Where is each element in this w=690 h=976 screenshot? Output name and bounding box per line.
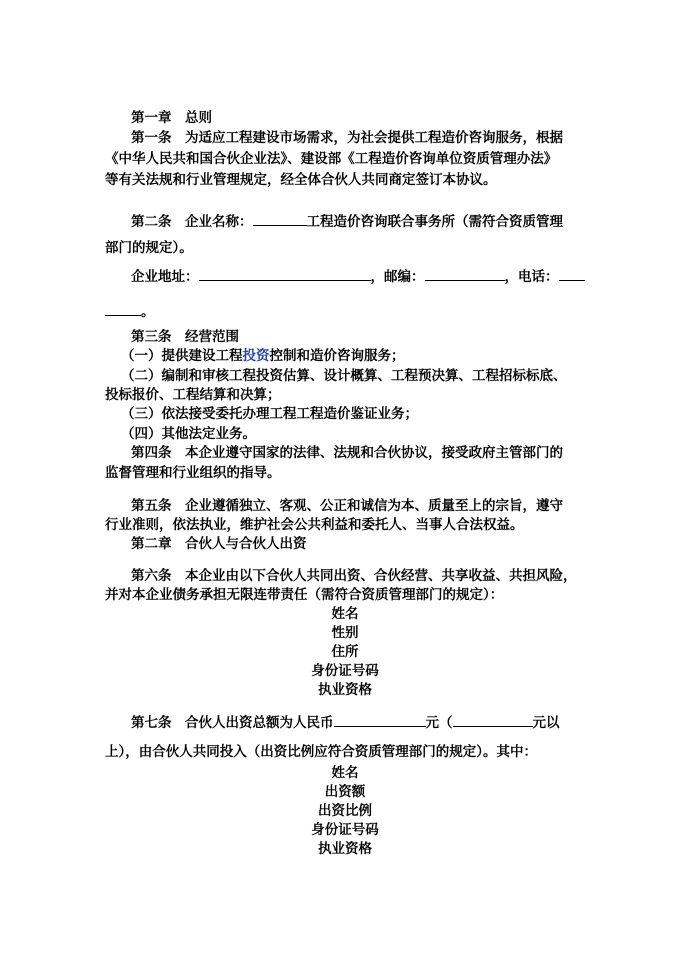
article4-line1: 第四条 本企业遵守国家的法律、法规和合伙协议，接受政府主管部门的 (131, 445, 563, 461)
partner-field-gender: 性别 (331, 625, 359, 641)
article7-mid: 元（ (425, 715, 453, 731)
article1-line3: 等有关法规和行业管理规定，经全体合伙人共同商定签订本协议。 (105, 172, 497, 188)
address-blank (199, 266, 371, 281)
contribution-field-qualification: 执业资格 (318, 841, 372, 857)
article2-prefix: 第二条 企业名称： (131, 214, 253, 230)
contribution-field-name: 姓名 (331, 765, 359, 781)
postcode-label: ，邮编： (370, 269, 425, 285)
scope-item-3: （三）依法接受委托办理工程工程造价鉴证业务； (121, 406, 418, 422)
capital-amount-blank (453, 712, 533, 727)
article2-line2: 部门的规定）。 (105, 240, 193, 256)
partner-field-id-number: 身份证号码 (311, 663, 379, 679)
article2-line1 (131, 211, 563, 232)
chapter2-title: 第二章 合伙人与合伙人出资 (131, 536, 307, 552)
contribution-field-ratio: 出资比例 (318, 803, 372, 819)
article1-line2: 《中华人民共和国合伙企业法》、建设部《工程造价咨询单位资质管理办法》 (105, 151, 558, 167)
article1-line1: 第一条 为适应工程建设市场需求，为社会提供工程造价咨询服务，根据 (131, 130, 563, 146)
scope-item-4: （四）其他法定业务。 (121, 426, 256, 442)
phone-label: ，电话： (504, 269, 559, 285)
article7-prefix: 第七条 合伙人出资总额为人民币 (131, 715, 334, 731)
article5-line2: 行业准则，依法执业，维护社会公共利益和委托人、当事人合法权益。 (105, 517, 524, 533)
chapter1-title: 第一章 总则 (131, 110, 212, 126)
phone-end: 。 (141, 304, 155, 320)
article7-line2: 上），由合伙人共同投入（出资比例应符合资质管理部门的规定）。其中： (105, 744, 537, 760)
scope-item-1-highlight: 投资 (242, 348, 270, 364)
company-name-blank (253, 211, 307, 226)
article6-line2: 并对本企业债务承担无限连带责任（需符合资质管理部门的规定）： (105, 587, 504, 603)
contribution-field-amount: 出资额 (324, 784, 366, 800)
article7-line1 (131, 712, 560, 733)
contribution-field-id-number: 身份证号码 (311, 822, 379, 838)
article4-line2: 监督管理和行业组织的指导。 (105, 465, 281, 481)
phone-blank-1 (559, 266, 585, 281)
article6-line1: 第六条 本企业由以下合伙人共同出资、合伙经营、共享收益、共担风险， (131, 568, 577, 584)
scope-item-2-line1: （二）编制和审核工程投资估算、设计概算、工程预决算、工程招标标底、 (121, 368, 567, 384)
scope-item-1 (121, 346, 405, 366)
scope-item-2-line2: 投标报价、工程结算和决算； (105, 387, 281, 403)
article2-suffix: 工程造价咨询联合事务所（需符合资质管理 (306, 214, 563, 230)
article7-suffix: 元以 (532, 715, 560, 731)
partner-field-name: 姓名 (331, 606, 359, 622)
phone-continuation (105, 301, 155, 322)
partner-field-residence: 住所 (331, 644, 359, 660)
scope-item-1-rest: 控制和造价咨询服务； (269, 348, 405, 364)
postcode-blank (425, 266, 505, 281)
phone-blank-2 (105, 301, 141, 316)
partner-field-qualification: 执业资格 (318, 682, 372, 698)
article5-line1: 第五条 企业遵循独立、客观、公正和诚信为本、质量至上的宗旨，遵守 (131, 498, 563, 514)
address-line (131, 266, 585, 287)
address-label: 企业地址： (131, 269, 199, 285)
article3-title: 第三条 经营范围 (131, 329, 239, 345)
total-amount-blank (334, 712, 426, 727)
scope-item-1-text: （一）提供建设工程 (121, 348, 243, 364)
